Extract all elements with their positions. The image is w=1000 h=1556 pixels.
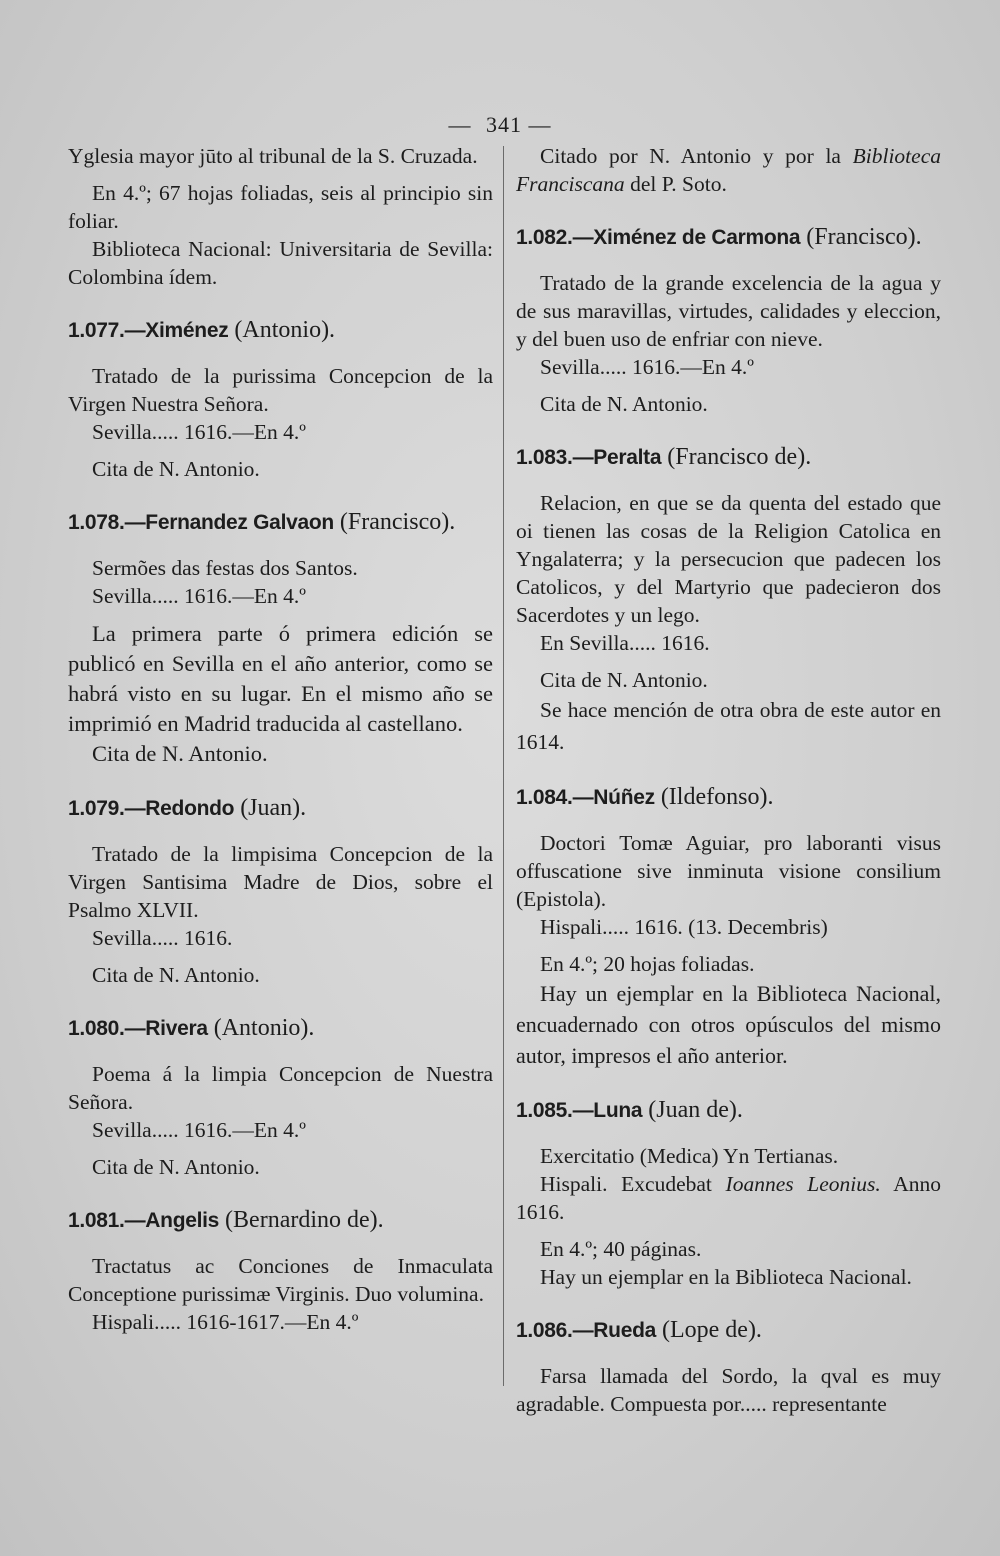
entry-title: Tratado de la grande excelencia de la agua y de sus maravillas, virtudes, calidades y eleccion, y del buen uso de enfriar con nieve. (516, 271, 941, 351)
entry-heading-1085 (516, 1095, 941, 1126)
entry-author: Ximénez de Carmona (593, 226, 801, 249)
imprint-printer: Ioannes Leonius. (725, 1172, 881, 1196)
entry-author-given: (Lope de). (655, 1317, 762, 1343)
left-column (68, 142, 493, 1336)
intro-text: Yglesia mayor jūto al tribunal de la S. Cruzada. (68, 144, 478, 168)
entry-author: Rivera (145, 1017, 208, 1040)
intro-text (516, 142, 941, 198)
entry-note: Cita de N. Antonio. (540, 392, 708, 416)
entry-note: La primera parte ó primera edición se publicó en Sevilla en el año anterior, como se habrá visto en su lugar. En el mismo año se imprimió en Madrid traducida al castellano. (68, 621, 493, 736)
entry-author-given: (Bernardino de). (219, 1207, 384, 1233)
entry-author: Redondo (145, 797, 235, 820)
entry-number: 1.080.— (68, 1017, 146, 1040)
entry-heading-1086 (516, 1315, 941, 1346)
column-divider (503, 146, 504, 1386)
entry-author: Luna (593, 1099, 643, 1122)
entry-heading-1079 (68, 793, 493, 824)
entry-note: En 4.º; 40 páginas. (540, 1237, 702, 1261)
entry-title: Tractatus ac Conciones de Inmaculata Conceptione purissimæ Virginis. Duo volumina. (68, 1254, 493, 1306)
entry-imprint: Sevilla..... 1616.—En 4.º (92, 1118, 306, 1142)
entry-note: Cita de N. Antonio. (92, 963, 260, 987)
intro-text: Biblioteca Nacional: Universitaria de Sevilla: Colombina ídem. (68, 237, 493, 289)
entry-note: En 4.º; 20 hojas foliadas. (540, 952, 755, 976)
entry-note: Se hace mención de otra obra de este autor en 1614. (516, 698, 941, 754)
intro-text: En 4.º; 67 hojas foliadas, seis al principio sin foliar. (68, 181, 493, 233)
entry-title: Farsa llamada del Sordo, la qval es muy agradable. Compuesta por..... representante (516, 1364, 941, 1416)
entry-heading-1082 (516, 222, 941, 253)
entry-number: 1.078.— (68, 511, 146, 534)
entry-author-given: (Antonio). (228, 317, 336, 343)
entry-imprint: En Sevilla..... 1616. (540, 631, 710, 655)
entry-number: 1.085.— (516, 1099, 594, 1122)
entry-title: Tratado de la purissima Concepcion de la Virgen Nuestra Señora. (68, 364, 493, 416)
entry-author-given: (Francisco). (800, 224, 922, 250)
entry-author-given: (Juan de). (642, 1097, 743, 1123)
entry-author: Rueda (593, 1319, 656, 1342)
entry-author-given: (Juan). (234, 795, 307, 821)
entry-heading-1077 (68, 315, 493, 346)
entry-title: Exercitatio (Medica) Yn Tertianas. (540, 1144, 839, 1168)
entry-note: Cita de N. Antonio. (92, 741, 268, 766)
intro-text-b: del P. Soto. (624, 172, 727, 196)
entry-note: Cita de N. Antonio. (92, 457, 260, 481)
page-number-value: 341 (486, 112, 522, 137)
entry-author-given: (Antonio). (207, 1015, 315, 1041)
entry-title: Doctori Tomæ Aguiar, pro laboranti visus offuscatione sive inminuta visione consilium (Epistola). (516, 831, 941, 911)
entry-author: Ximénez (145, 319, 229, 342)
entry-author-given: (Francisco de). (661, 444, 812, 470)
imprint-b: Anno 1616. (516, 1172, 942, 1224)
entry-heading-1084 (516, 782, 941, 813)
entry-title: Relacion, en que se da quenta del estado que oi tienen las cosas de la Religion Catolica en Yngalaterra; y la persecucion que padecen los Catolicos, y del Martyrio que padecieron dos Sacerdotes y un lego. (516, 491, 941, 627)
entry-author-given: (Francisco). (333, 509, 456, 535)
entry-number: 1.081.— (68, 1209, 146, 1232)
entry-note: Hay un ejemplar en la Biblioteca Nacional, encuadernado con otros opúsculos del mismo autor, impresos el año anterior. (516, 981, 941, 1068)
entry-heading-1078 (68, 507, 493, 538)
intro-text-a: Citado por N. Antonio y por la (540, 144, 853, 168)
entry-imprint: Sevilla..... 1616.—En 4.º (92, 420, 306, 444)
entry-heading-1080 (68, 1013, 493, 1044)
entry-number: 1.082.— (516, 226, 594, 249)
entry-heading-1083 (516, 442, 941, 473)
page-number: — 341 — (448, 112, 552, 137)
entry-note: Cita de N. Antonio. (92, 1155, 260, 1179)
entry-imprint: Sevilla..... 1616.—En 4.º (540, 355, 754, 379)
entry-number: 1.077.— (68, 319, 146, 342)
entry-number: 1.084.— (516, 786, 594, 809)
entry-title: Sermões das festas dos Santos. (92, 556, 358, 580)
entry-title: Tratado de la limpisima Concepcion de la Virgen Santisima Madre de Dios, sobre el Psalmo XLVII. (68, 842, 493, 922)
entry-author: Peralta (593, 446, 662, 469)
imprint-a: Hispali. Excudebat (540, 1172, 726, 1196)
entry-author: Fernandez Galvaon (145, 511, 334, 534)
entry-number: 1.079.— (68, 797, 146, 820)
entry-imprint (516, 1170, 941, 1226)
entry-note: Cita de N. Antonio. (540, 668, 708, 692)
entry-author-given: (Ildefonso). (654, 784, 774, 810)
intro-text-italic: Biblioteca Franciscana (516, 144, 941, 196)
right-column (516, 142, 941, 1418)
entry-imprint: Hispali..... 1616. (13. Decembris) (540, 915, 828, 939)
entry-author: Angelis (145, 1209, 220, 1232)
entry-number: 1.083.— (516, 446, 594, 469)
entry-title: Poema á la limpia Concepcion de Nuestra Señora. (68, 1062, 493, 1114)
entry-imprint: Sevilla..... 1616. (92, 926, 233, 950)
entry-imprint: Hispali..... 1616-1617.—En 4.º (92, 1310, 359, 1334)
entry-heading-1081 (68, 1205, 493, 1236)
entry-imprint: Sevilla..... 1616.—En 4.º (92, 584, 306, 608)
entry-note: Hay un ejemplar en la Biblioteca Nacional. (540, 1265, 912, 1289)
entry-author: Núñez (593, 786, 655, 809)
entry-number: 1.086.— (516, 1319, 594, 1342)
